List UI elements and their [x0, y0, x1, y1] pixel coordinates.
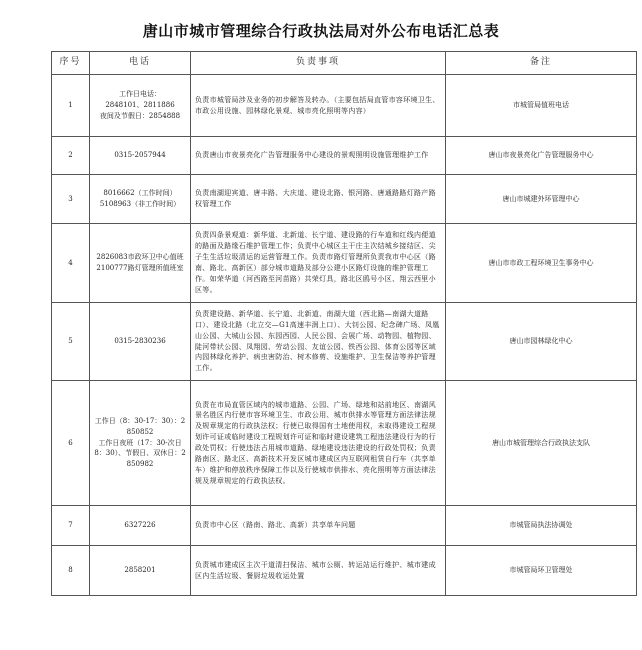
department-note: 唐山市园林绿化中心 [446, 303, 637, 381]
department-note: 市城管局执法协调处 [446, 506, 637, 546]
phone-cell [90, 224, 191, 303]
table-header-row [52, 52, 637, 75]
phone-number: 6327226 [124, 521, 156, 530]
row-index: 2 [52, 137, 90, 175]
header-note: 备注 [446, 52, 637, 75]
table-row [52, 137, 637, 175]
row-index: 5 [52, 303, 90, 381]
department-note: 市城管局环卫管理处 [446, 546, 637, 596]
phone-number: 夜间及节假日：2854888 [99, 111, 181, 120]
table-row [52, 224, 637, 303]
duty-description: 负责唐山市夜景亮化广告管理服务中心建设的景观照明设施管理维护工作 [191, 137, 446, 175]
department-note: 唐山市市政工程环境卫生事务中心 [446, 224, 637, 303]
table-row [52, 303, 637, 381]
duty-description: 负责市中心区（路南、路北、高新）共享单车问题 [191, 506, 446, 546]
table-row [52, 75, 637, 137]
page-title: 唐山市城市管理综合行政执法局对外公布电话汇总表 [142, 22, 500, 40]
department-note: 唐山市城建外环管理中心 [446, 175, 637, 224]
header-index: 序号 [52, 52, 90, 75]
phone-number: 2858201 [124, 566, 156, 575]
header-duty: 负责事项 [191, 52, 446, 75]
phone-cell [90, 75, 191, 137]
phone-number: 2100777路灯管理所值班室 [96, 264, 184, 272]
phone-cell [90, 506, 191, 546]
phone-cell [90, 137, 191, 175]
duty-description: 负责建设路、新华道、长宁道、北新道、南湖大道（西北路—南湖大道路口）、建设北路（北立交—G1高速丰润上口）、大钊公园、纪念碑广场、凤凰山公园、大城山公园、东园西园、人民公园、会展广场、动物园、植物园、陡河带状公园、凤翔园、劳动公园、友谊公园、铁西公园、体育公园等区域内园林绿化养护、病虫害防治、树木修剪、设施维护、卫生保洁等养护管理工作。 [191, 303, 446, 381]
duty-description: 负责市城管局涉及业务的初步解答及转办。（主要包括局直管市容环境卫生、市政公用设施、园林绿化景观、城市亮化照明等内容） [191, 75, 446, 137]
department-note: 唐山市城管理综合行政执法支队 [446, 381, 637, 506]
row-index: 4 [52, 224, 90, 303]
duty-description: 负责城市建成区主次干道清扫保洁、城市公厕、转运站运行维护、城市建成区内生活垃圾、餐厨垃圾收运处置 [191, 546, 446, 596]
header-phone: 电话 [90, 52, 191, 75]
phone-number: 0315-2830236 [114, 337, 166, 346]
phone-number: 5108963（非工作时间） [99, 200, 181, 208]
phone-number: 2826083市政环卫中心值班 [96, 253, 184, 262]
row-index: 8 [52, 546, 90, 596]
table-row [52, 175, 637, 224]
row-index: 7 [52, 506, 90, 546]
phone-cell [90, 381, 191, 506]
phone-number: 工作日电话： [119, 90, 161, 99]
phone-directory-table [51, 51, 637, 596]
row-index: 6 [52, 381, 90, 506]
phone-number: 2848101、2811886 [105, 101, 175, 110]
phone-cell [90, 175, 191, 224]
duty-description: 负责四条景观道：新华道、北新道、长宁道、建设路的行车道和红线内便道的路面及路缘石维护管理工作；负责中心城区主干庄主次结城乡接结区、尖子生生活垃圾清运的运营管理工作。负责市路灯管理所负责我市中心区（路南、路北、高新区）部分城市道路及部分公建小区路灯设施的维护管理工作。如荣华道（河西路至河苗路）共荣灯具，路北区鸥号小区、翔云西里小区等。 [191, 224, 446, 303]
department-note: 唐山市夜景亮化广告管理服务中心 [446, 137, 637, 175]
table-body [52, 75, 637, 596]
table-row [52, 381, 637, 506]
phone-cell [90, 303, 191, 381]
phone-cell [90, 546, 191, 596]
phone-number: 工作日夜班（17：30-次日8：30）、节假日、双休日：2850982 [94, 438, 186, 469]
department-note: 市城管局值班电话 [446, 75, 637, 137]
row-index: 1 [52, 75, 90, 137]
phone-number: 0315-2057944 [114, 151, 166, 160]
row-index: 3 [52, 175, 90, 224]
duty-description: 负责南湖迎宾道、唐丰路、大庆道、建设北路、银河路、唐通路路灯路产路权管理工作 [191, 175, 446, 224]
table-row [52, 506, 637, 546]
table-row [52, 546, 637, 596]
phone-number: 8016662（工作时间） [103, 189, 177, 198]
duty-description: 负责在市局直管区域内的城市道路、公园、广场、绿地和站前地区、南湖风景名胜区内行使市容环境卫生、市政公用、城市供排水等管理方面法律法规及规章规定的行政执法权；行使已取得国有土地使用权，未取得建设工程规划许可证或临时建设工程规划许可证和临时建设建筑工程违法建设行为的行政处罚权；行使违法占用城市道路、绿地建设违法建设的行政处罚权；负责路南区、路北区、高新技术开发区城市建成区内互联网租赁自行车（共享单车）维护和停放秩序保障工作以及行使城市供排水、亮化照明等方面法律法规及规章规定的行政执法权。 [191, 381, 446, 506]
phone-number: 工作日（8：30-17：30）：2850852 [94, 416, 186, 436]
